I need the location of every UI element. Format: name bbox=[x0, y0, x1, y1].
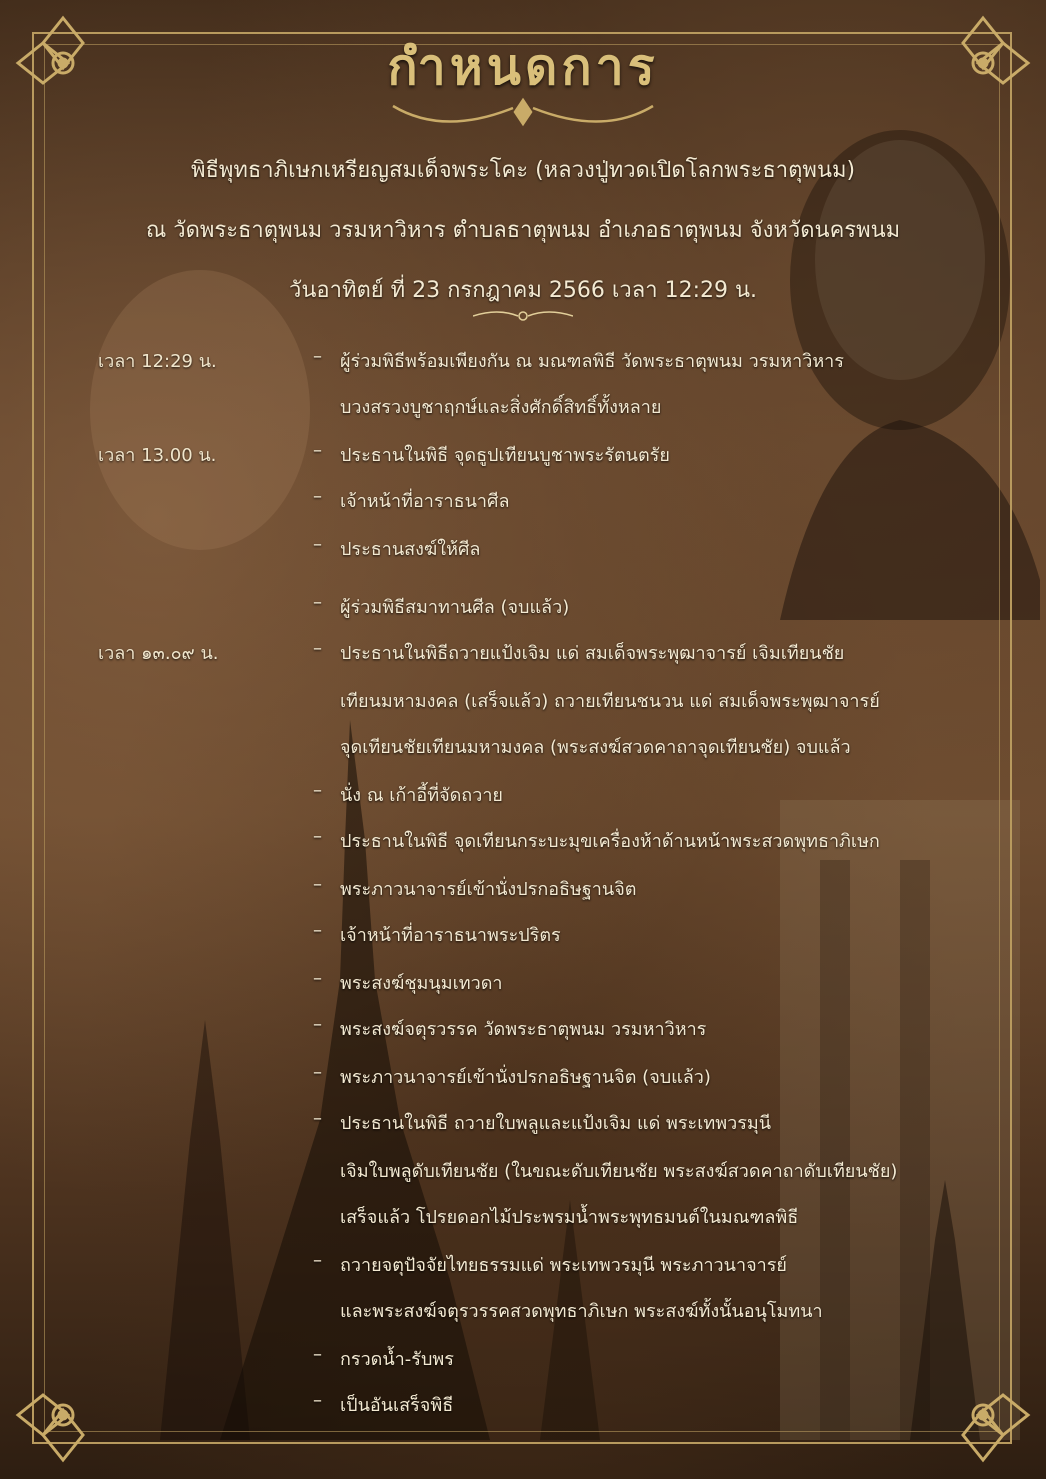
schedule-item: จุดเทียนชัยเทียนมหามงคล (พระสงฆ์สวดคาถาจุดเทียนชัย) จบแล้ว bbox=[340, 737, 851, 758]
schedule-item: พระภาวนาจารย์เข้านั่งปรกอธิษฐานจิต (จบแล้ว) bbox=[340, 1067, 711, 1088]
corner-ornament-icon bbox=[8, 1360, 118, 1470]
bullet-dash: – bbox=[313, 920, 322, 941]
ceremony-date: วันอาทิตย์ ที่ 23 กรกฎาคม 2566 เวลา 12:29 น. bbox=[288, 278, 757, 303]
time-label: เวลา 13.00 น. bbox=[98, 445, 217, 466]
schedule-item: พระสงฆ์ชุมนุมเทวดา bbox=[340, 973, 503, 994]
bullet-dash: – bbox=[313, 1014, 322, 1035]
schedule-item: เจ้าหน้าที่อาราธนาพระปริตร bbox=[340, 925, 561, 946]
schedule-item: ประธานในพิธี จุดเทียนกระบะมุขเครื่องห้าด้านหน้าพระสวดพุทธาภิเษก bbox=[340, 831, 880, 852]
page-title: กำหนดการ bbox=[387, 37, 659, 96]
time-label: เวลา ๑๓.๐๙ น. bbox=[98, 643, 219, 664]
bullet-dash: – bbox=[313, 486, 322, 507]
bullet-dash: – bbox=[313, 968, 322, 989]
bullet-dash: – bbox=[313, 1344, 322, 1365]
title-flourish-icon bbox=[383, 96, 663, 136]
schedule-item: เสร็จแล้ว โปรยดอกไม้ประพรมน้ำพระพุทธมนต์ในมณฑลพิธี bbox=[340, 1207, 799, 1228]
bullet-dash: – bbox=[313, 1108, 322, 1129]
time-label: เวลา 12:29 น. bbox=[98, 351, 217, 372]
bullet-dash: – bbox=[313, 1062, 322, 1083]
schedule-item: และพระสงฆ์จตุรวรรคสวดพุทธาภิเษก พระสงฆ์ทั้งนั้นอนุโมทนา bbox=[340, 1301, 823, 1322]
bullet-dash: – bbox=[313, 1390, 322, 1411]
bullet-dash: – bbox=[313, 874, 322, 895]
bullet-dash: – bbox=[313, 440, 322, 461]
bullet-dash: – bbox=[313, 346, 322, 367]
schedule-item: เป็นอันเสร็จพิธี bbox=[340, 1395, 454, 1416]
corner-ornament-icon bbox=[928, 1360, 1038, 1470]
bullet-dash: – bbox=[313, 534, 322, 555]
schedule-item: เทียนมหามงคล (เสร็จแล้ว) ถวายเทียนชนวน แด่ สมเด็จพระพุฒาจารย์ bbox=[340, 691, 880, 712]
ceremony-location: ณ วัดพระธาตุพนม วรมหาวิหาร ตำบลธาตุพนม อำเภอธาตุพนม จังหวัดนครพนม bbox=[145, 218, 901, 243]
schedule-item: กรวดน้ำ-รับพร bbox=[340, 1349, 454, 1370]
divider-flourish-icon bbox=[473, 306, 573, 326]
bullet-dash: – bbox=[313, 780, 322, 801]
schedule-item: ประธานในพิธี ถวายใบพลูและแป้งเจิม แด่ พระเทพวรมุนี bbox=[340, 1113, 772, 1134]
schedule-item: ถวายจตุปัจจัยไทยธรรมแด่ พระเทพวรมุนี พระภาวนาจารย์ bbox=[340, 1255, 787, 1276]
ceremony-name: พิธีพุทธาภิเษกเหรียญสมเด็จพระโคะ (หลวงปู่ทวดเปิดโลกพระธาตุพนม) bbox=[190, 158, 856, 183]
bullet-dash: – bbox=[313, 826, 322, 847]
schedule-item: เจ้าหน้าที่อาราธนาศีล bbox=[340, 491, 510, 512]
schedule-item: บวงสรวงบูชาฤกษ์และสิ่งศักดิ์สิทธิ์ทั้งหลาย bbox=[340, 397, 662, 418]
bullet-dash: – bbox=[313, 638, 322, 659]
schedule-item: พระภาวนาจารย์เข้านั่งปรกอธิษฐานจิต bbox=[340, 879, 637, 900]
schedule-item: นั่ง ณ เก้าอี้ที่จัดถวาย bbox=[340, 785, 503, 806]
schedule-item: ประธานสงฆ์ให้ศีล bbox=[340, 539, 481, 560]
schedule-item: พระสงฆ์จตุรวรรค วัดพระธาตุพนม วรมหาวิหาร bbox=[340, 1019, 707, 1040]
bullet-dash: – bbox=[313, 592, 322, 613]
schedule-item: ผู้ร่วมพิธีพร้อมเพียงกัน ณ มณฑลพิธี วัดพระธาตุพนม วรมหาวิหาร bbox=[340, 351, 844, 372]
schedule-item: ประธานในพิธี จุดธูปเทียนบูชาพระรัตนตรัย bbox=[340, 445, 670, 466]
schedule-item: เจิมใบพลูดับเทียนชัย (ในขณะดับเทียนชัย พระสงฆ์สวดคาถาดับเทียนชัย) bbox=[340, 1161, 898, 1182]
bullet-dash: – bbox=[313, 1250, 322, 1271]
schedule-item: ประธานในพิธีถวายแป้งเจิม แด่ สมเด็จพระพุฒาจารย์ เจิมเทียนชัย bbox=[340, 643, 845, 664]
schedule-item: ผู้ร่วมพิธีสมาทานศีล (จบแล้ว) bbox=[340, 597, 570, 618]
